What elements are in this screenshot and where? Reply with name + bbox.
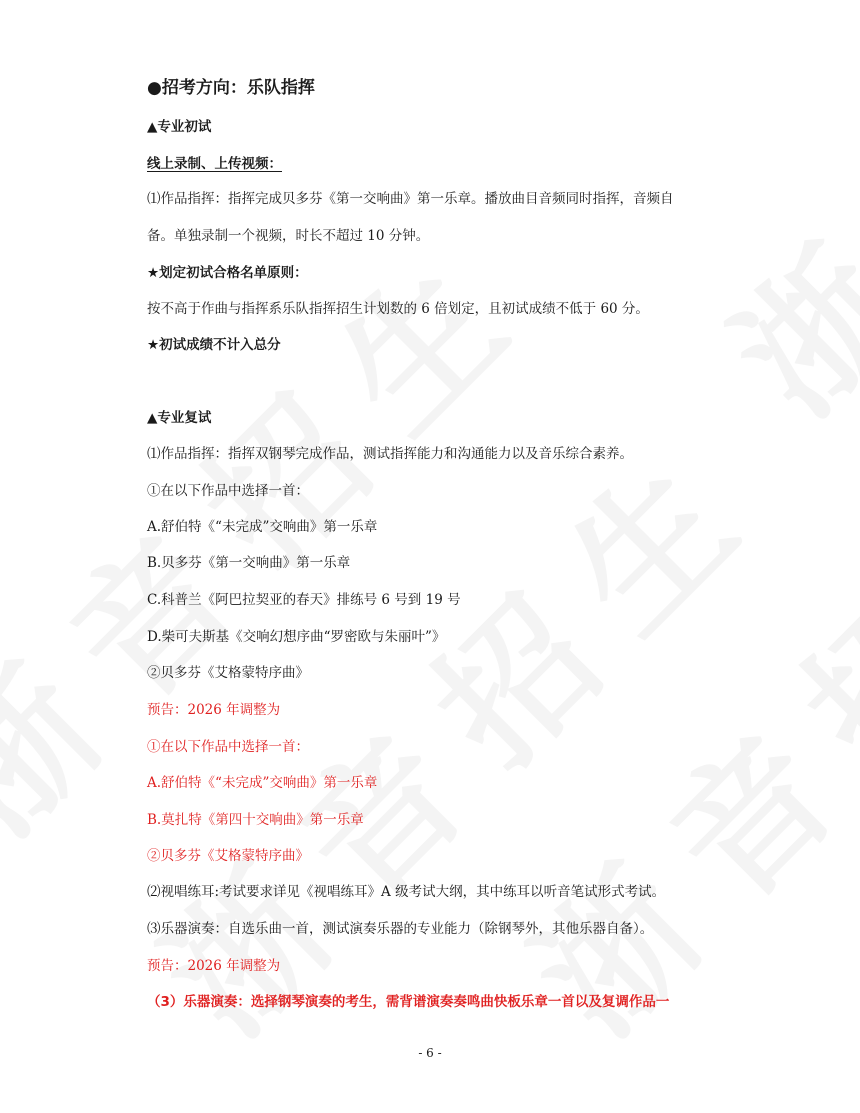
watermark-text-4 <box>680 0 860 453</box>
notice-item: ①在以下作品中选择一首： <box>147 739 309 755</box>
page-number: - 6 - <box>418 1046 442 1060</box>
notice-label: 预告：2026 年调整为 <box>147 702 281 718</box>
list-item: ①在以下作品中选择一首： <box>147 483 309 499</box>
not-counted-note: ★初试成绩不计入总分 <box>147 337 281 353</box>
rule-text: 按不高于作曲与指挥系乐队指挥招生计划数的 6 倍划定，且初试成绩不低于 60 分。 <box>147 301 649 317</box>
section-title-preliminary: ▲专业初试 <box>147 119 212 135</box>
section-title-retest: ▲专业复试 <box>147 410 212 426</box>
notice-item: A.舒伯特《“未完成”交响曲》第一乐章 <box>147 775 378 791</box>
online-upload-label: 线上录制、上传视频： <box>147 156 282 172</box>
list-item: A.舒伯特《“未完成”交响曲》第一乐章 <box>147 519 378 535</box>
list-item: ⑴作品指挥：指挥双钢琴完成作品，测试指挥能力和沟通能力以及音乐综合素养。 <box>147 446 633 462</box>
notice-item: ②贝多芬《艾格蒙特序曲》 <box>147 848 309 864</box>
paragraph-line: 备。单独录制一个视频，时长不超过 10 分钟。 <box>147 228 430 244</box>
paragraph-line: ⑴作品指挥：指挥完成贝多芬《第一交响曲》第一乐章。播放曲目音频同时指挥，音频自 <box>147 191 674 207</box>
list-item: B.贝多芬《第一交响曲》第一乐章 <box>147 555 351 571</box>
watermark-text-3 <box>480 383 860 1073</box>
page-title: ●招考方向：乐队指挥 <box>147 78 315 98</box>
list-item: ②贝多芬《艾格蒙特序曲》 <box>147 665 309 681</box>
notice-item: B.莫扎特《第四十交响曲》第一乐章 <box>147 812 364 828</box>
list-item: C.科普兰《阿巴拉契亚的春天》排练号 6 号到 19 号 <box>147 592 461 608</box>
notice-label: 预告：2026 年调整为 <box>147 958 281 974</box>
list-item: D.柴可夫斯基《交响幻想序曲“罗密欧与朱丽叶”》 <box>147 629 446 645</box>
list-item: ⑵视唱练耳:考试要求详见《视唱练耳》A 级考试大纲，其中练耳以听音笔试形式考试。 <box>147 884 666 900</box>
list-item: ⑶乐器演奏：自选乐曲一首，测试演奏乐器的专业能力（除钢琴外，其他乐器自备）。 <box>147 921 654 937</box>
rule-title: ★划定初试合格名单原则： <box>147 265 308 281</box>
notice-item: （3）乐器演奏：选择钢琴演奏的考生，需背谱演奏奏鸣曲快板乐章一首以及复调作品一 <box>147 994 670 1010</box>
